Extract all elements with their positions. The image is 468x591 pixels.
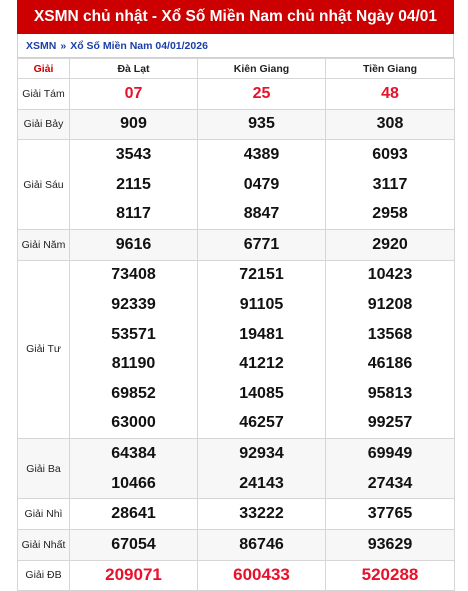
- result-cell: [70, 229, 198, 260]
- result-number: 37765: [367, 505, 413, 523]
- result-number: 64384: [111, 444, 156, 462]
- result-cell: [198, 140, 326, 230]
- page-title: XSMN chủ nhật - Xổ Số Miền Nam chủ nhật Ngày 04/01: [17, 0, 454, 34]
- result-number: 13568: [367, 325, 413, 343]
- result-number: 24143: [239, 474, 284, 492]
- result-cell: [326, 499, 455, 530]
- result-cell: [198, 79, 326, 110]
- result-number: 10423: [367, 266, 413, 284]
- table-row: [18, 260, 455, 439]
- result-number: 72151: [239, 266, 284, 284]
- result-cell: [70, 109, 198, 140]
- result-number: 6093: [372, 145, 408, 163]
- table-row: [18, 140, 455, 230]
- table-header-row: [18, 59, 455, 79]
- table-row: [18, 499, 455, 530]
- result-number: 19481: [239, 325, 284, 343]
- result-cell: [326, 529, 455, 560]
- prize-label: Giải ĐB: [18, 560, 70, 591]
- prize-label: Giải Nhì: [18, 499, 70, 530]
- result-number: 3117: [372, 175, 408, 193]
- province-header-da-lat[interactable]: Đà Lạt: [70, 59, 198, 79]
- province-header-tien-giang[interactable]: Tiền Giang: [326, 59, 455, 79]
- table-row: [18, 79, 455, 110]
- prize-column-header: Giải: [18, 59, 70, 79]
- table-row: [18, 529, 455, 560]
- result-cell: [70, 499, 198, 530]
- result-cell: [326, 109, 455, 140]
- breadcrumb-home-link[interactable]: XSMN: [26, 39, 57, 52]
- result-number: 33222: [239, 505, 284, 523]
- result-number: 92339: [111, 295, 156, 313]
- result-number: 53571: [111, 325, 156, 343]
- result-number: 86746: [239, 535, 284, 553]
- result-number: 600433: [233, 565, 290, 585]
- result-cell: [326, 260, 455, 439]
- province-header-kien-giang[interactable]: Kiên Giang: [198, 59, 326, 79]
- result-number: 909: [120, 115, 147, 133]
- result-number: 935: [248, 115, 275, 133]
- prize-label: Giải Ba: [18, 439, 70, 499]
- result-cell: [198, 109, 326, 140]
- result-number: 25: [252, 84, 271, 102]
- result-number: 07: [124, 84, 143, 102]
- prize-label: Giải Sáu: [18, 140, 70, 230]
- result-number: 520288: [361, 565, 419, 585]
- table-row: [18, 439, 455, 499]
- result-number: 95813: [367, 384, 413, 402]
- result-number: 46186: [367, 355, 413, 373]
- prize-label: Giải Năm: [18, 229, 70, 260]
- result-number: 46257: [239, 414, 284, 432]
- prize-label: Giải Bảy: [18, 109, 70, 140]
- result-number: 69949: [367, 444, 413, 462]
- results-table: [17, 58, 455, 591]
- result-number: 91105: [239, 295, 284, 313]
- result-number: 4389: [243, 145, 280, 163]
- result-number: 63000: [111, 414, 156, 432]
- result-number: 41212: [239, 355, 284, 373]
- result-number: 9616: [115, 235, 152, 253]
- result-number: 28641: [111, 505, 156, 523]
- result-cell: [198, 499, 326, 530]
- result-cell: [326, 229, 455, 260]
- result-number: 3543: [115, 145, 152, 163]
- result-cell: [198, 260, 326, 439]
- result-number: 91208: [367, 295, 413, 313]
- result-cell: [70, 439, 198, 499]
- result-cell: [70, 529, 198, 560]
- result-number: 14085: [239, 384, 284, 402]
- result-number: 69852: [111, 384, 156, 402]
- result-number: 308: [376, 115, 404, 133]
- result-number: 2958: [372, 205, 408, 223]
- result-cell: [326, 439, 455, 499]
- result-number: 2115: [116, 175, 151, 193]
- result-cell: [326, 140, 455, 230]
- result-cell: [326, 79, 455, 110]
- result-number: 81190: [111, 355, 156, 373]
- result-number: 8847: [243, 205, 280, 223]
- result-cell: [326, 560, 455, 591]
- table-row: [18, 229, 455, 260]
- breadcrumb: [17, 34, 454, 58]
- result-number: 8117: [116, 205, 151, 223]
- result-number: 67054: [111, 535, 156, 553]
- result-number: 92934: [239, 444, 284, 462]
- result-cell: [70, 560, 198, 591]
- result-number: 93629: [367, 535, 413, 553]
- result-number: 2920: [372, 235, 408, 253]
- result-number: 6771: [243, 235, 280, 253]
- result-number: 99257: [367, 414, 413, 432]
- table-row: [18, 560, 455, 591]
- result-cell: [198, 560, 326, 591]
- breadcrumb-current-link[interactable]: Xổ Số Miền Nam 04/01/2026: [70, 39, 208, 52]
- result-number: 48: [381, 84, 399, 102]
- result-cell: [198, 229, 326, 260]
- prize-label: Giải Tám: [18, 79, 70, 110]
- result-cell: [70, 140, 198, 230]
- result-number: 0479: [243, 175, 280, 193]
- result-cell: [198, 529, 326, 560]
- result-number: 10466: [111, 474, 156, 492]
- prize-label: Giải Tư: [18, 260, 70, 439]
- table-row: [18, 109, 455, 140]
- results-container: [17, 0, 454, 591]
- result-number: 209071: [105, 565, 162, 585]
- result-number: 73408: [111, 266, 156, 284]
- results-body: [18, 79, 455, 591]
- breadcrumb-separator: »: [60, 39, 67, 52]
- result-cell: [198, 439, 326, 499]
- result-cell: [70, 79, 198, 110]
- result-cell: [70, 260, 198, 439]
- prize-label: Giải Nhất: [18, 529, 70, 560]
- result-number: 27434: [367, 474, 413, 492]
